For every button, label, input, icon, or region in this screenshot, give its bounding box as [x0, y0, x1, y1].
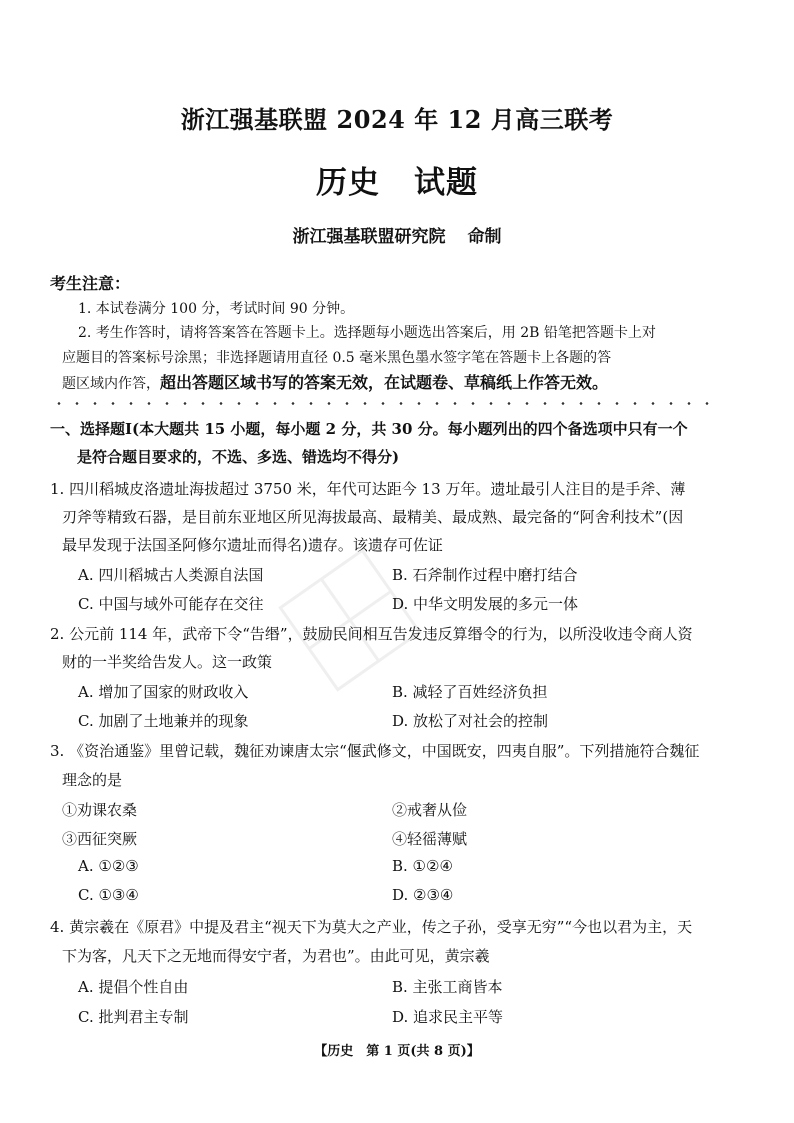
question-1-option-c: C. 中国与域外可能存在交往 — [78, 595, 264, 613]
question-3-item-2: ②戒奢从俭 — [392, 801, 468, 819]
question-1-option-a: A. 四川稻城古人类源自法国 — [78, 566, 264, 584]
subject-title-a: 历史 — [316, 165, 380, 201]
notice-line-4-a: 题区域内作答， — [62, 376, 160, 392]
author-line — [0, 222, 794, 247]
question-3-item-1: ①劝课农桑 — [62, 801, 138, 819]
section-heading-line-2: 是符合题目要求的，不选、多选、错选均不得分) — [77, 448, 400, 466]
question-4-line-2: 下为客，凡天下之无地而得安宁者，为君也”。由此可见，黄宗羲 — [62, 947, 490, 965]
notice-line-4 — [62, 370, 608, 393]
question-3-item-3: ③西征突厥 — [62, 830, 138, 848]
question-3-option-c: C. ①③④ — [78, 886, 139, 904]
question-4-option-a: A. 提倡个性自由 — [78, 978, 189, 996]
author-org: 浙江强基联盟研究院 — [292, 227, 446, 247]
question-4-option-d: D. 追求民主平等 — [392, 1008, 504, 1026]
subject-title — [0, 157, 794, 202]
question-1-option-b: B. 石斧制作过程中磨打结合 — [392, 566, 578, 584]
question-3-line-2: 理念的是 — [62, 771, 123, 789]
notice-line-1: 1. 本试卷满分 100 分，考试时间 90 分钟。 — [78, 301, 355, 317]
exam-title: 浙江强基联盟 2024 年 12 月高三联考 — [180, 105, 614, 134]
question-3-option-b: B. ①②④ — [392, 857, 453, 875]
question-2-option-d: D. 放松了对社会的控制 — [392, 712, 549, 730]
section-heading-line-1: 一、选择题Ⅰ(本大题共 15 小题，每小题 2 分，共 30 分。每小题列出的四个备选项中只有一个 — [50, 420, 688, 438]
notice-heading: 考生注意： — [50, 274, 131, 293]
question-1-line-2: 刃斧等精致石器，是目前东亚地区所见海拔最高、最精美、最成熟、最完备的“阿舍利技术”(因 — [62, 508, 684, 526]
watermark-graphic — [266, 536, 433, 703]
notice-line-3: 应题目的答案标号涂黑；非选择题请用直径 0.5 毫米黑色墨水签字笔在答题卡上各题的答 — [62, 350, 612, 366]
question-2-line-2: 财的一半奖给告发人。这一政策 — [62, 653, 273, 671]
question-1-line-3: 最早发现于法国圣阿修尔遗址而得名)遗存。该遗存可佐证 — [62, 536, 443, 554]
question-4-line-1: 4. 黄宗羲在《原君》中提及君主“视天下为莫大之产业，传之子孙，受享无穷”“今也以君为主，天 — [50, 918, 693, 936]
question-1-line-1: 1. 四川稻城皮洛遗址海拔超过 3750 米，年代可达距今 13 万年。遗址最引人注目的是手斧、薄 — [50, 480, 686, 498]
question-4-option-c: C. 批判君主专制 — [78, 1008, 189, 1026]
question-4-option-b: B. 主张工商皆本 — [392, 978, 503, 996]
dotted-divider — [50, 402, 710, 405]
question-3-item-4: ④轻徭薄赋 — [392, 830, 468, 848]
question-2-option-b: B. 减轻了百姓经济负担 — [392, 683, 548, 701]
question-1-option-d: D. 中华文明发展的多元一体 — [392, 595, 579, 613]
question-2-line-1: 2. 公元前 114 年，武帝下令“告缗”，鼓励民间相互告发违反算缗令的行为，以所没收违令商人资 — [50, 625, 693, 643]
question-2-option-c: C. 加剧了土地兼并的现象 — [78, 712, 249, 730]
question-3-option-a: A. ①②③ — [78, 857, 139, 875]
question-3-line-1: 3. 《资治通鉴》里曾记载，魏征劝谏唐太宗“偃武修文，中国既安，四夷自服”。下列措施符合魏征 — [50, 742, 700, 760]
notice-line-2: 2. 考生作答时，请将答案答在答题卡上。选择题每小题选出答案后，用 2B 铅笔把答题卡上对 — [78, 325, 656, 341]
page-footer: 【历史 第 1 页(共 8 页)】 — [314, 1044, 480, 1059]
subject-title-b: 试题 — [414, 165, 478, 201]
author-note: 命制 — [467, 227, 502, 247]
question-2-option-a: A. 增加了国家的财政收入 — [78, 683, 249, 701]
question-3-option-d: D. ②③④ — [392, 886, 454, 904]
notice-warning: 超出答题区域书写的答案无效，在试题卷、草稿纸上作答无效。 — [160, 373, 609, 392]
